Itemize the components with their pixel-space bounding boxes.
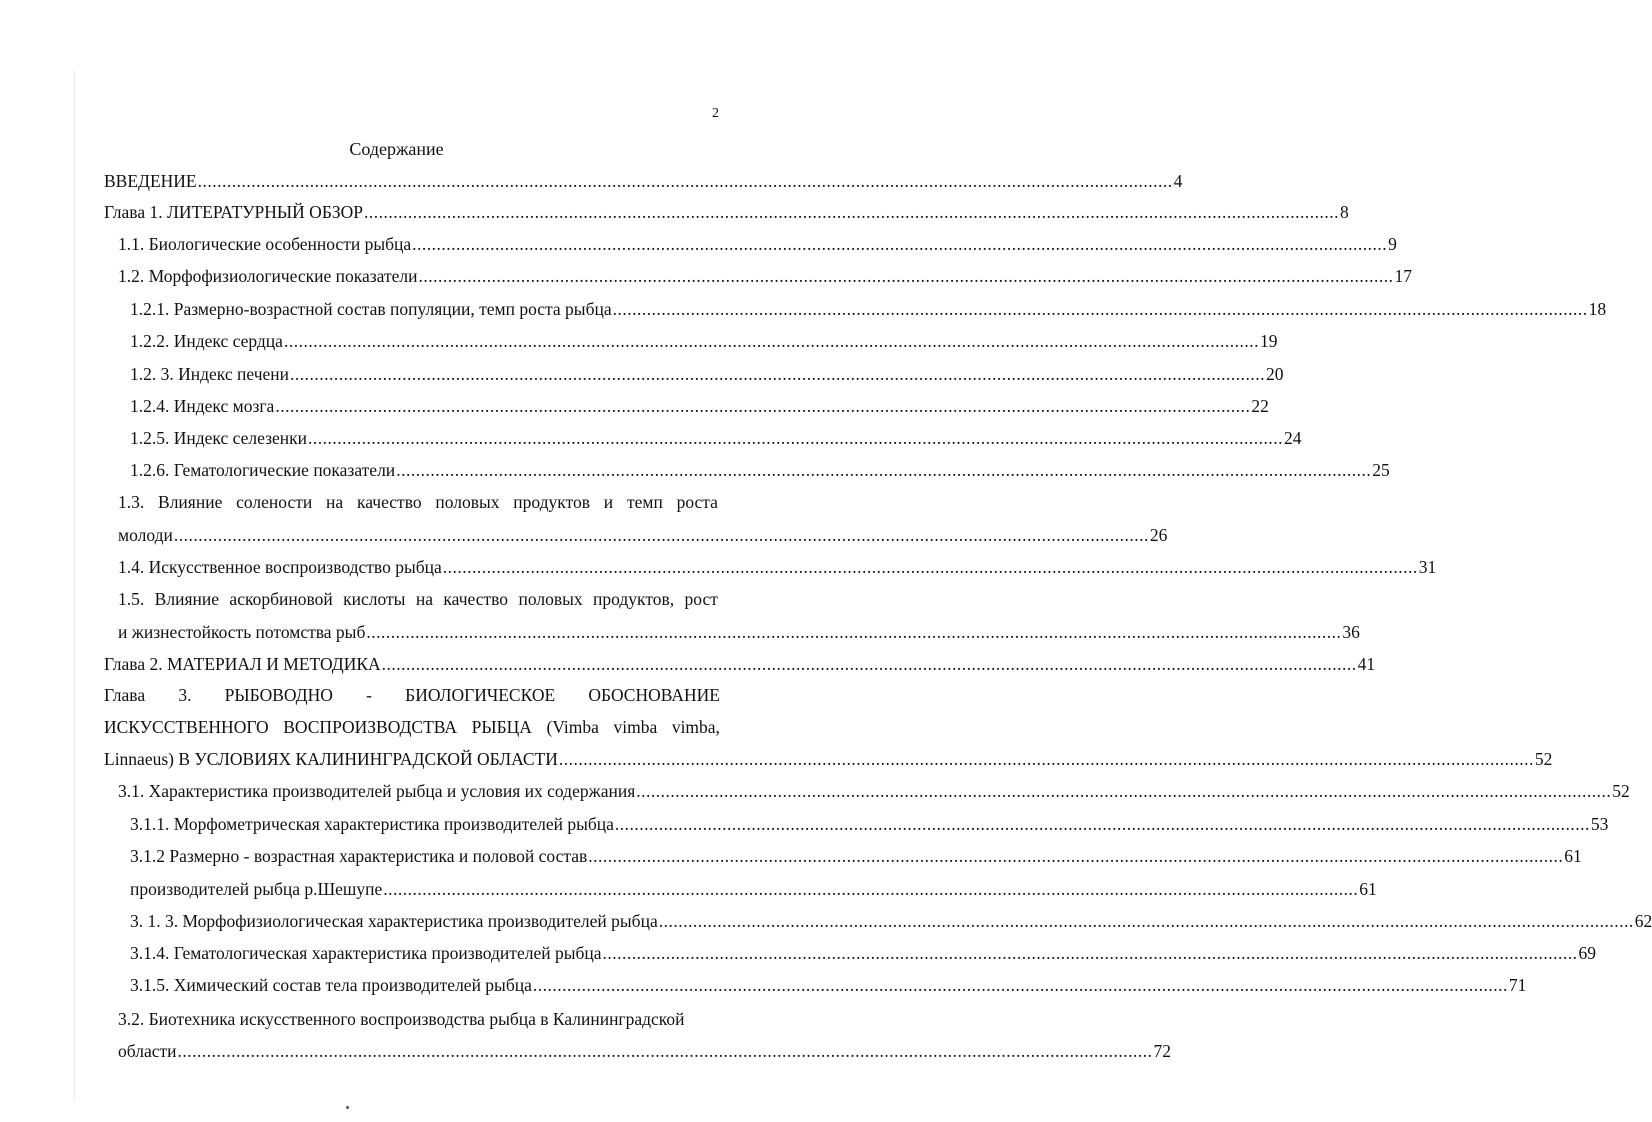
toc-entry <box>130 876 1377 902</box>
word: 1.5. <box>118 589 145 609</box>
word: роста <box>676 492 718 512</box>
word: Глава <box>104 685 146 705</box>
dot-leader: ........................................................................................................................................................................................................ <box>366 622 1342 642</box>
toc-entry-text: 1.2. Морфофизиологические показатели <box>118 266 418 286</box>
toc-entry <box>130 811 1609 837</box>
word: ИСКУССТВЕННОГО <box>104 717 269 737</box>
word: РЫБЦА <box>471 717 532 737</box>
dot-leader: ........................................................................................................................................................................................................ <box>173 525 1149 545</box>
word: 3. <box>178 685 192 705</box>
toc-entry-text: молоди <box>118 525 173 545</box>
toc-entry-page: 26 <box>1149 525 1168 545</box>
toc-entry-wrapped-line: 3.2. Биотехника искусственного воспроизводства рыбца в Калининградской <box>118 1009 685 1029</box>
toc-entry-text: 3.1.2 Размерно - возрастная характеристика и половой состав <box>130 846 588 866</box>
toc-entry <box>130 425 1302 451</box>
toc-entry-text: 1.2.2. Индекс сердца <box>130 331 283 351</box>
word: аскорбиновой <box>229 589 333 609</box>
dot-leader: ........................................................................................................................................................................................................ <box>275 396 1251 416</box>
word: качество <box>356 492 422 512</box>
toc-entry <box>118 231 1397 257</box>
toc-entry-page: 22 <box>1251 396 1269 416</box>
toc-entry-page: 19 <box>1259 331 1278 351</box>
word: продуктов, <box>593 589 675 609</box>
toc-entry-text: Глава 2. МАТЕРИАЛ И МЕТОДИКА <box>104 654 381 674</box>
toc-entry <box>104 651 1376 677</box>
dot-leader: ........................................................................................................................................................................................................ <box>558 749 1534 769</box>
toc-entry <box>104 746 1553 772</box>
toc-entry-text: 3. 1. 3. Морфофизиологическая характеристика производителей рыбца <box>130 911 658 931</box>
dot-leader: ........................................................................................................................................................................................................ <box>364 202 1340 222</box>
dot-leader: ........................................................................................................................................................................................................ <box>418 266 1394 286</box>
toc-entry-text: Linnaeus) В УСЛОВИЯХ КАЛИНИНГРАДСКОЙ ОБЛАСТИ <box>104 749 558 769</box>
page-edge <box>74 70 75 1100</box>
word: и <box>603 492 614 512</box>
toc-entry-text: 1.4. Искусственное воспроизводство рыбца <box>118 557 442 577</box>
toc-entry <box>104 168 1183 194</box>
dot-leader: ........................................................................................................................................................................................................ <box>197 171 1173 191</box>
toc-entry-page: 4 <box>1173 171 1183 191</box>
dot-leader: ........................................................................................................................................................................................................ <box>658 911 1634 931</box>
toc-entry-text: 3.1. Характеристика производителей рыбца и условия их содержания <box>118 781 636 801</box>
toc-entry-page: 62 <box>1634 911 1652 931</box>
word: рост <box>684 589 718 609</box>
toc-entry-page: 25 <box>1372 460 1390 480</box>
word: РЫБОВОДНО <box>224 685 333 705</box>
toc-entry <box>130 908 1652 934</box>
dot-leader: ........................................................................................................................................................................................................ <box>532 975 1508 995</box>
toc-entry <box>118 522 1168 548</box>
dot-leader: ........................................................................................................................................................................................................ <box>383 879 1359 899</box>
toc-entry <box>130 843 1582 869</box>
word: ОБОСНОВАНИЕ <box>588 685 720 705</box>
word: (Vimba <box>546 717 599 737</box>
word: кислоты <box>343 589 406 609</box>
toc-entry-page: 41 <box>1357 654 1376 674</box>
toc-entry-page: 8 <box>1340 202 1349 222</box>
toc-entry-page: 24 <box>1284 428 1302 448</box>
toc-entry-text: 1.2. 3. Индекс печени <box>130 364 290 384</box>
toc-entry <box>130 393 1269 419</box>
toc-entry-wrapped-line <box>118 586 718 612</box>
toc-entry <box>104 199 1349 225</box>
toc-entry-wrapped-line <box>104 714 720 740</box>
toc-entry-page: 52 <box>1534 749 1553 769</box>
dot-leader: ........................................................................................................................................................................................................ <box>381 654 1357 674</box>
toc-entry-page: 71 <box>1508 975 1527 995</box>
dot-leader: ........................................................................................................................................................................................................ <box>177 1041 1153 1061</box>
toc-entry-text: и жизнестойкость потомства рыб <box>118 622 366 642</box>
dot-leader: ........................................................................................................................................................................................................ <box>442 557 1418 577</box>
toc-entry <box>130 296 1607 322</box>
dot-leader: ........................................................................................................................................................................................................ <box>614 814 1590 834</box>
word: темп <box>626 492 663 512</box>
toc-entry-page: 53 <box>1590 814 1609 834</box>
toc-entry-page: 61 <box>1359 879 1377 899</box>
toc-entry-page: 17 <box>1394 266 1413 286</box>
toc-entry-page: 18 <box>1588 299 1607 319</box>
toc-entry <box>118 778 1630 804</box>
toc-entry <box>118 1038 1171 1064</box>
toc-entry-text: производителей рыбца р.Шешупе <box>130 879 383 899</box>
word: Влияние <box>154 589 219 609</box>
toc-entry-page: 69 <box>1578 943 1597 963</box>
toc-entry-wrapped-line <box>118 489 718 515</box>
toc-entry <box>130 361 1284 387</box>
page-number: 2 <box>712 106 719 121</box>
word: продуктов <box>513 492 591 512</box>
toc-entry-text: 3.1.5. Химический состав тела производителей рыбца <box>130 975 532 995</box>
dot-leader: ........................................................................................................................................................................................................ <box>588 846 1564 866</box>
toc-entry-text: 3.1.4. Гематологическая характеристика производителей рыбца <box>130 943 602 963</box>
word: на <box>415 589 433 609</box>
word: 1.3. <box>118 492 145 512</box>
toc-entry <box>130 328 1278 354</box>
toc-entry-wrapped-line <box>104 682 720 708</box>
word: БИОЛОГИЧЕСКОЕ <box>405 685 556 705</box>
toc-entry <box>130 972 1527 998</box>
word: половых <box>435 492 500 512</box>
toc-entry-text: 1.2.6. Гематологические показатели <box>130 460 396 480</box>
dot-leader: ........................................................................................................................................................................................................ <box>612 299 1588 319</box>
toc-entry <box>118 619 1360 645</box>
word: vimba, <box>671 717 720 737</box>
toc-entry-text: 1.2.4. Индекс мозга <box>130 396 275 416</box>
toc-entry <box>130 457 1390 483</box>
word: vimba <box>613 717 658 737</box>
toc-entry <box>118 263 1413 289</box>
toc-entry-page: 36 <box>1342 622 1360 642</box>
word: - <box>366 685 372 705</box>
dot-leader: ........................................................................................................................................................................................................ <box>308 428 1284 448</box>
toc-entry-text: 1.2.1. Размерно-возрастной состав популяции, темп роста рыбца <box>130 299 612 319</box>
toc-entry-page: 52 <box>1612 781 1630 801</box>
toc-title: Содержание <box>349 139 444 159</box>
toc-entry-page: 9 <box>1388 234 1397 254</box>
dot-leader: ........................................................................................................................................................................................................ <box>283 331 1259 351</box>
toc-entry-text: ВВЕДЕНИЕ <box>104 171 197 191</box>
dot-leader: ........................................................................................................................................................................................................ <box>636 781 1612 801</box>
word: качество <box>443 589 509 609</box>
toc-entry-text: 1.1. Биологические особенности рыбца <box>118 234 412 254</box>
word: ВОСПРОИЗВОДСТВА <box>283 717 458 737</box>
dot-leader: ........................................................................................................................................................................................................ <box>412 234 1388 254</box>
toc-entry <box>130 940 1597 966</box>
toc-entry-page: 61 <box>1564 846 1582 866</box>
toc-entry-text: Глава 1. ЛИТЕРАТУРНЫЙ ОБЗОР <box>104 202 364 222</box>
toc-entry-text: области <box>118 1041 177 1061</box>
toc-entry-page: 20 <box>1266 364 1284 384</box>
word: на <box>326 492 344 512</box>
toc-entry-text: 1.2.5. Индекс селезенки <box>130 428 308 448</box>
word: половых <box>518 589 583 609</box>
word: солености <box>236 492 313 512</box>
toc-entry-text: 3.1.1. Морфометрическая характеристика производителей рыбца <box>130 814 614 834</box>
dot-leader: ........................................................................................................................................................................................................ <box>290 364 1266 384</box>
toc-entry <box>118 554 1437 580</box>
word: Влияние <box>158 492 223 512</box>
scan-speck <box>346 1106 349 1109</box>
dot-leader: ........................................................................................................................................................................................................ <box>602 943 1578 963</box>
dot-leader: ........................................................................................................................................................................................................ <box>396 460 1372 480</box>
toc-entry-page: 72 <box>1153 1041 1171 1061</box>
toc-entry-page: 31 <box>1418 557 1437 577</box>
